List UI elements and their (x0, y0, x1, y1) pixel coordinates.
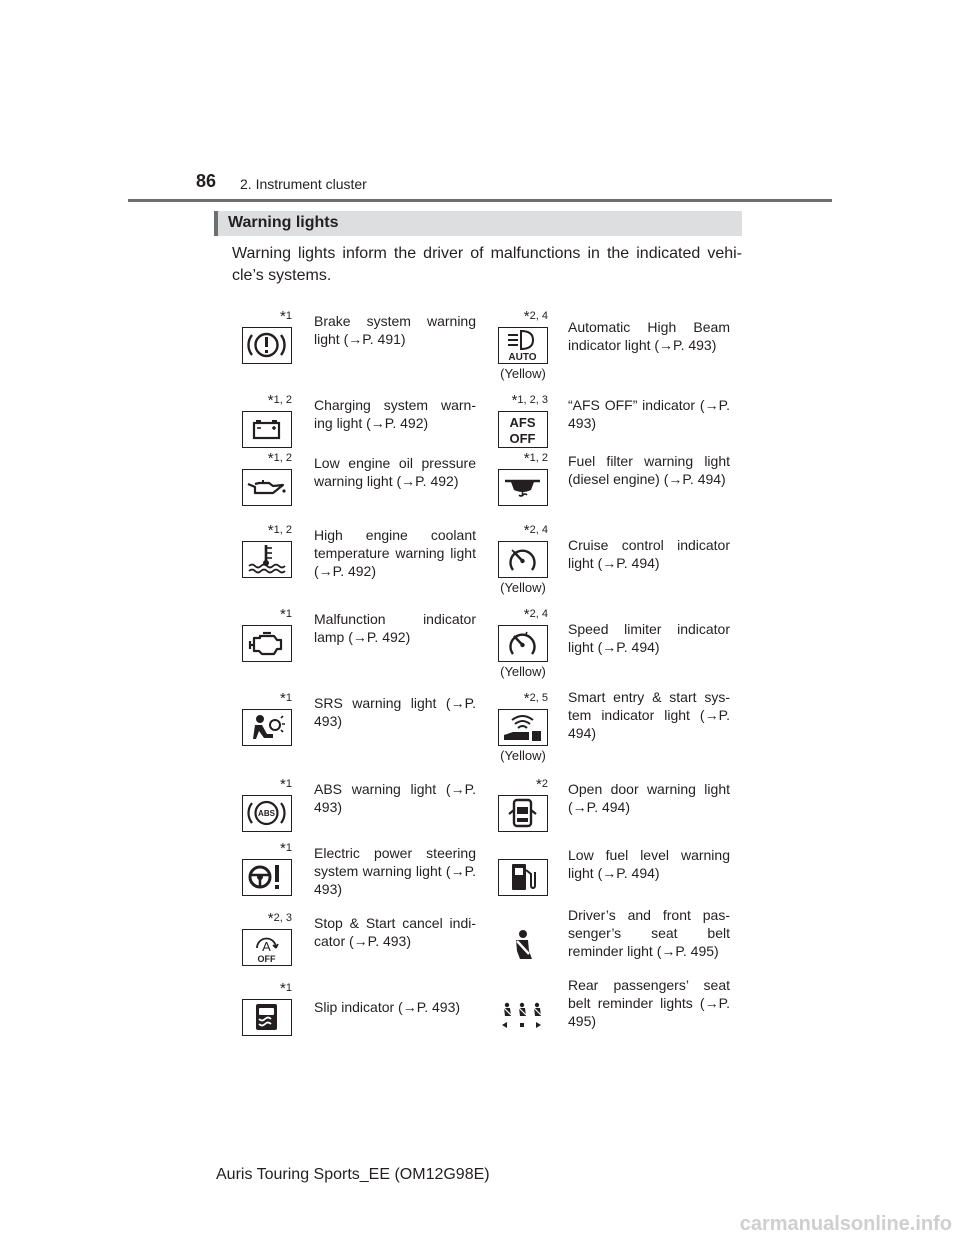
description: Rear passengers’ seat belt reminder lights (→P. 495) (568, 977, 730, 1029)
description: Automatic High Beam indicator light (→P. 493) (568, 319, 730, 353)
description: Driver’s and front pas-senger’s seat belt reminder light (→P. 495) (568, 907, 730, 959)
description: High engine coolant temperature warning light (→P. 492) (314, 527, 476, 579)
section-title: 2. Instrument cluster (240, 176, 367, 192)
description: Charging system warn-ing light (→P. 492) (314, 397, 476, 431)
footnote-ref: *1 (280, 690, 292, 707)
footnote-ref: *2, 3 (267, 910, 292, 927)
header-rule (128, 199, 832, 202)
fuel-pump-icon (498, 859, 548, 896)
footnote-ref: *2, 4 (523, 308, 548, 325)
engine-icon (242, 625, 292, 662)
description: SRS warning light (→P. 493) (314, 695, 476, 729)
description: Stop & Start cancel indi-cator (→P. 493) (314, 915, 476, 949)
seat-belt-icon (498, 929, 548, 966)
footnote-ref: *1, 2 (267, 392, 292, 409)
footnote-ref: *2, 4 (523, 606, 548, 623)
slip-indicator-icon (242, 999, 292, 1036)
description: Brake system warning light (→P. 491) (314, 313, 476, 347)
color-note: (Yellow) (500, 664, 546, 679)
description: “AFS OFF” indicator (→P. 493) (568, 397, 730, 431)
description: Speed limiter indicator light (→P. 494) (568, 621, 730, 655)
description: Malfunction indicator lamp (→P. 492) (314, 611, 476, 645)
warning-lights-heading (214, 211, 742, 236)
fuel-filter-icon (498, 469, 548, 506)
color-note: (Yellow) (500, 580, 546, 595)
auto-text: AUTO (508, 352, 537, 362)
description: Open door warning light (→P. 494) (568, 781, 730, 815)
battery-icon (242, 411, 292, 448)
footnote-ref: *1, 2 (523, 450, 548, 467)
footnote-ref: *1, 2 (267, 450, 292, 467)
abs-text: ABS (258, 809, 275, 818)
coolant-temperature-icon (242, 541, 292, 578)
footnote-ref: *1 (280, 980, 292, 997)
brake-warning-icon (242, 327, 292, 364)
heading-text: Warning lights (228, 214, 339, 231)
intro-paragraph: Warning lights inform the driver of malfunctions in the indicated vehi-cle’s systems. (232, 245, 742, 284)
afs-text: AFS (509, 415, 536, 430)
footnote-ref: *2, 5 (523, 690, 548, 707)
auto-high-beam-icon (498, 327, 548, 364)
footnote-ref: *1 (280, 840, 292, 857)
description: Fuel filter warning light (diesel engine) (→P. 494) (568, 453, 730, 487)
description: ABS warning light (→P. 493) (314, 781, 476, 815)
footnote-ref: *2 (536, 776, 548, 793)
description: Electric power steering system warning light (→P. 493) (314, 845, 476, 897)
a-text: A (262, 939, 271, 954)
color-note: (Yellow) (500, 366, 546, 381)
footnote-ref: *1 (280, 606, 292, 623)
description: Low fuel level warning light (→P. 494) (568, 847, 730, 881)
page-number: 86 (196, 171, 217, 191)
cruise-control-icon (498, 541, 548, 578)
off-text: OFF (257, 954, 276, 964)
footnote-ref: *1 (280, 308, 292, 325)
description: Low engine oil pressure warning light (→P. 492) (314, 455, 476, 489)
footnote-ref: *2, 4 (523, 522, 548, 539)
speed-limiter-icon (498, 625, 548, 662)
afs-off-icon (498, 411, 548, 448)
off-text: OFF (509, 431, 536, 446)
heading-accent (214, 211, 218, 236)
description: Slip indicator (→P. 493) (314, 999, 461, 1015)
description: Smart entry & start sys-tem indicator light (→P. 494) (568, 689, 730, 741)
srs-airbag-icon (242, 709, 292, 746)
footnote-ref: *1 (280, 776, 292, 793)
power-steering-icon (242, 859, 292, 896)
description: Cruise control indicator light (→P. 494) (568, 537, 730, 571)
abs-icon (242, 795, 292, 832)
color-note: (Yellow) (500, 748, 546, 763)
oil-can-icon (242, 469, 292, 506)
rear-seat-belt-icon (498, 999, 548, 1036)
footnote-ref: *1, 2 (267, 522, 292, 539)
stop-start-off-icon (242, 929, 292, 966)
smart-entry-icon (498, 709, 548, 746)
watermark: carmanualsonline.info (739, 1213, 952, 1235)
footer-model: Auris Touring Sports_EE (OM12G98E) (216, 1166, 490, 1183)
footnote-ref: *1, 2, 3 (511, 392, 548, 409)
open-door-icon (498, 795, 548, 832)
